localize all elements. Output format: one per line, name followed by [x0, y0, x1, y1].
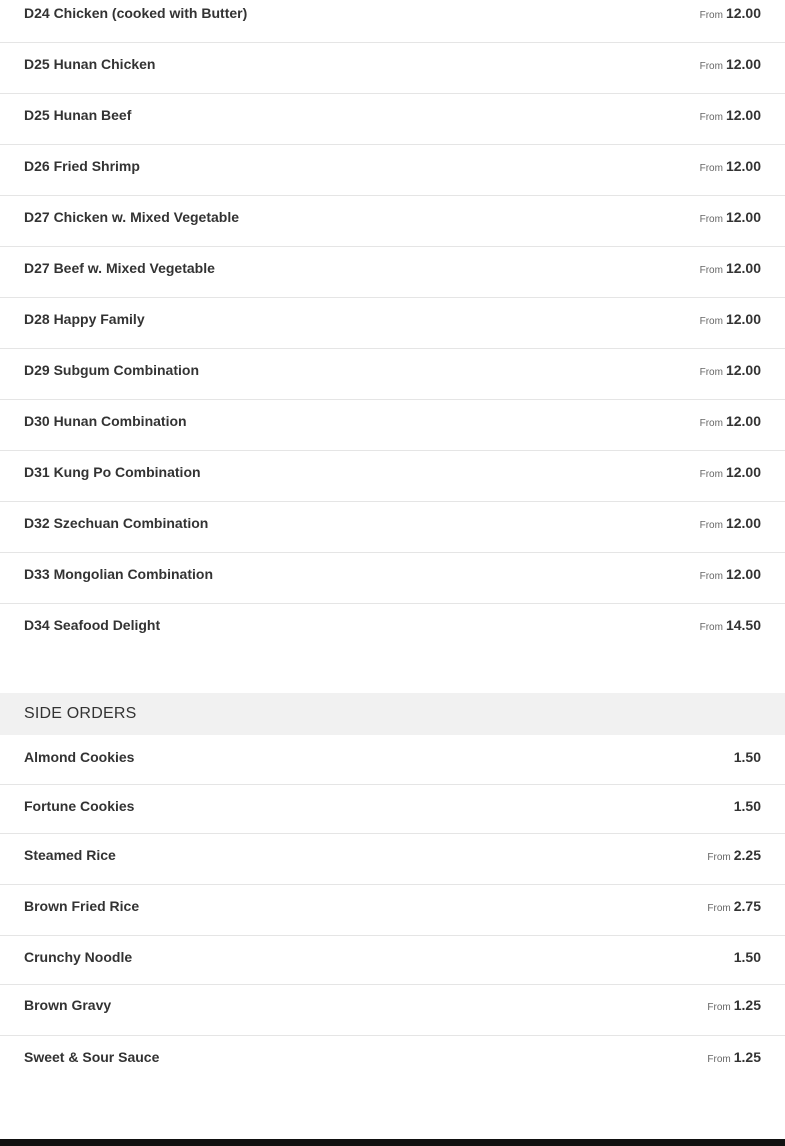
- from-label: From: [699, 469, 723, 480]
- side-orders-list: [0, 735, 785, 1086]
- price-amount: 12.00: [725, 209, 761, 225]
- menu-item[interactable]: [0, 735, 785, 785]
- item-price: [700, 617, 761, 635]
- item-price: [700, 107, 761, 125]
- from-label: From: [707, 1054, 731, 1065]
- item-price: [700, 209, 761, 227]
- item-price: [707, 898, 761, 916]
- item-name: Almond Cookies: [24, 749, 135, 765]
- from-label: From: [699, 622, 723, 633]
- from-label: From: [699, 367, 723, 378]
- item-price: [700, 56, 761, 74]
- item-name: D32 Szechuan Combination: [24, 515, 209, 531]
- price-amount: 12.00: [725, 311, 761, 327]
- menu-item[interactable]: [0, 936, 785, 985]
- price-amount: 12.00: [725, 362, 761, 378]
- price-amount: 1.50: [733, 949, 761, 965]
- from-label: From: [707, 903, 731, 914]
- item-name: Sweet & Sour Sauce: [24, 1049, 160, 1065]
- menu-item[interactable]: [0, 400, 785, 451]
- menu-item[interactable]: [0, 196, 785, 247]
- section-title: SIDE ORDERS: [24, 705, 137, 722]
- from-label: From: [699, 10, 723, 21]
- menu-item[interactable]: [0, 451, 785, 502]
- menu-item[interactable]: [0, 247, 785, 298]
- item-name: D24 Chicken (cooked with Butter): [24, 5, 248, 21]
- item-price: [700, 5, 761, 23]
- item-name: D34 Seafood Delight: [24, 617, 161, 633]
- item-price: [700, 362, 761, 380]
- menu-item[interactable]: [0, 502, 785, 553]
- from-label: From: [699, 214, 723, 225]
- item-price: [731, 949, 761, 967]
- from-label: From: [699, 571, 723, 582]
- from-label: From: [699, 520, 723, 531]
- menu-item[interactable]: [0, 1036, 785, 1086]
- item-name: Brown Gravy: [24, 997, 112, 1013]
- from-label: From: [707, 1002, 731, 1013]
- price-amount: 1.50: [733, 798, 761, 814]
- item-price: [700, 260, 761, 278]
- price-amount: 1.25: [733, 997, 761, 1013]
- item-price: [707, 1049, 761, 1067]
- item-name: D27 Chicken w. Mixed Vegetable: [24, 209, 240, 225]
- price-amount: 12.00: [725, 56, 761, 72]
- price-amount: 1.25: [733, 1049, 761, 1065]
- item-price: [731, 798, 761, 816]
- menu-item[interactable]: [0, 834, 785, 885]
- item-price: [707, 997, 761, 1015]
- item-name: Steamed Rice: [24, 847, 116, 863]
- from-label: From: [707, 852, 731, 863]
- item-price: [700, 158, 761, 176]
- price-amount: 12.00: [725, 413, 761, 429]
- price-amount: 14.50: [725, 617, 761, 633]
- from-label: From: [699, 418, 723, 429]
- price-amount: 12.00: [725, 566, 761, 582]
- price-amount: 2.75: [733, 898, 761, 914]
- item-name: D25 Hunan Chicken: [24, 56, 156, 72]
- price-amount: 1.50: [733, 749, 761, 765]
- from-label: From: [699, 316, 723, 327]
- item-name: D27 Beef w. Mixed Vegetable: [24, 260, 215, 276]
- price-amount: 12.00: [725, 5, 761, 21]
- item-price: [700, 515, 761, 533]
- item-price: [700, 311, 761, 329]
- item-price: [700, 566, 761, 584]
- menu-item[interactable]: [0, 553, 785, 604]
- menu-item[interactable]: [0, 145, 785, 196]
- menu-item[interactable]: [0, 785, 785, 834]
- from-label: From: [699, 163, 723, 174]
- item-name: D26 Fried Shrimp: [24, 158, 140, 174]
- menu-item[interactable]: [0, 604, 785, 655]
- price-amount: 12.00: [725, 515, 761, 531]
- menu-item[interactable]: [0, 885, 785, 936]
- item-name: Crunchy Noodle: [24, 949, 133, 965]
- price-amount: 2.25: [733, 847, 761, 863]
- item-price: [707, 847, 761, 865]
- menu-item[interactable]: [0, 985, 785, 1036]
- side-orders-header: [0, 693, 785, 735]
- item-price: [731, 749, 761, 767]
- item-name: Fortune Cookies: [24, 798, 135, 814]
- item-price: [700, 413, 761, 431]
- price-amount: 12.00: [725, 107, 761, 123]
- item-name: D25 Hunan Beef: [24, 107, 132, 123]
- menu-item[interactable]: [0, 298, 785, 349]
- menu-item[interactable]: [0, 349, 785, 400]
- from-label: From: [699, 112, 723, 123]
- menu-item[interactable]: [0, 94, 785, 145]
- item-name: D30 Hunan Combination: [24, 413, 187, 429]
- item-name: D33 Mongolian Combination: [24, 566, 213, 582]
- item-price: [700, 464, 761, 482]
- price-amount: 12.00: [725, 158, 761, 174]
- item-name: D28 Happy Family: [24, 311, 145, 327]
- item-name: D31 Kung Po Combination: [24, 464, 201, 480]
- from-label: From: [699, 265, 723, 276]
- menu-item[interactable]: [0, 43, 785, 94]
- item-name: D29 Subgum Combination: [24, 362, 199, 378]
- item-name: Brown Fried Rice: [24, 898, 140, 914]
- menu-item[interactable]: [0, 0, 785, 43]
- footer-bar: [0, 1139, 785, 1146]
- from-label: From: [699, 61, 723, 72]
- price-amount: 12.00: [725, 464, 761, 480]
- price-amount: 12.00: [725, 260, 761, 276]
